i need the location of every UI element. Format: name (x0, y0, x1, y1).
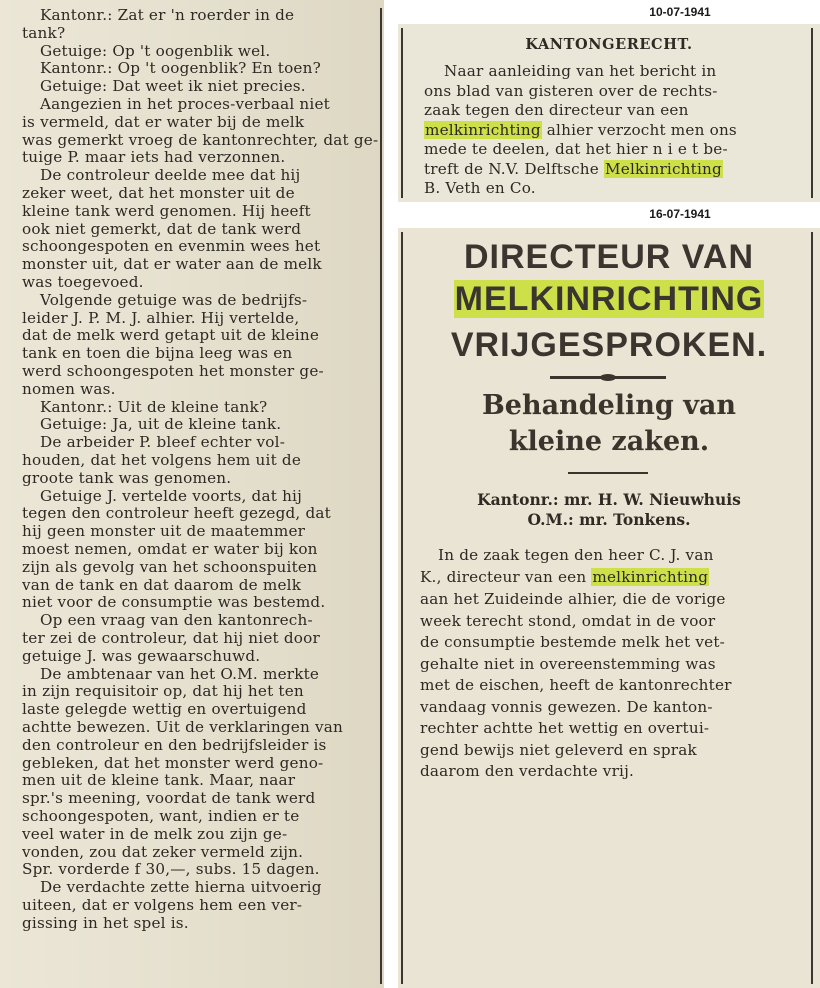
text-line: De controleur deelde mee dat hij (40, 166, 301, 185)
text-line: was toegevoed. (22, 273, 144, 291)
text-line: getuige J. was gewaarschuwd. (22, 646, 261, 665)
date-label-1: 10-07-1941 (649, 5, 711, 19)
subheading-line-2: kleine zaken. (508, 426, 710, 457)
text-line (424, 82, 718, 100)
text-line: houden, dat het volgens hem uit de (22, 451, 302, 469)
body-text: K., directeur van een (420, 568, 592, 586)
left-clipping (0, 0, 384, 988)
body-line: vandaag vonnis gewezen. De kanton- (420, 697, 713, 716)
body-line: met de eischen, heeft de kantonrechter (420, 676, 732, 694)
text-segment: zaak tegen den directeur van een (424, 101, 689, 119)
text-line: Getuige: Ja, uit de kleine tank. (40, 415, 282, 434)
headline-line-3: VRIJGESPROKEN. (450, 326, 768, 364)
text-line: veel water in de melk zou zijn ge- (22, 824, 288, 843)
byline-judge: Kantonr.: mr. H. W. Nieuwhuis (477, 490, 741, 509)
text-line: gissing in het spel is. (22, 913, 189, 932)
text-line: werd schoongespoten het monster ge- (22, 362, 324, 380)
body-line: de consumptie bestemde melk het vet- (420, 633, 725, 651)
clipping-directeur-vrijgesproken (398, 228, 820, 988)
text-line (424, 179, 536, 197)
byline-prosecutor: O.M.: mr. Tonkens. (527, 510, 691, 529)
text-line: De ambtenaar van het O.M. merkte (40, 664, 320, 683)
body-line: aan het Zuideinde alhier, die de vorige (420, 590, 726, 608)
highlight-melkinrichting: melkinrichting (592, 568, 709, 586)
text-line: zeker weet, dat het monster uit de (22, 184, 295, 202)
column-rule-left (401, 28, 403, 198)
text-line: ter zei de controleur, dat hij niet door (22, 629, 320, 647)
text-line (424, 121, 737, 139)
column-rule-right (811, 28, 813, 198)
date-label-2: 16-07-1941 (649, 207, 711, 221)
headline-line-2 (398, 280, 820, 319)
body-line-highlight (420, 568, 709, 586)
text-line: tank? (22, 23, 66, 42)
body-line: week terecht stond, omdat in de voor (420, 611, 716, 630)
text-line: groote tank was genomen. (22, 468, 232, 487)
text-line: Getuige: Op 't oogenblik wel. (40, 41, 271, 60)
text-line: men uit de kleine tank. Maar, naar (22, 771, 296, 790)
text-line: Volgende getuige was de bedrijfs- (40, 290, 308, 309)
subheading-line-1: Behandeling van (481, 390, 737, 421)
text-line: moest nemen, omdat er water bij kon (22, 540, 318, 558)
text-line: hij geen monster uit de maatemmer (22, 522, 306, 541)
text-line: tuige P. maar iets had verzonnen. (22, 148, 286, 167)
text-line: leider J. P. M. J. alhier. Hij vertelde, (22, 308, 300, 327)
text-line: Getuige: Dat weet ik niet precies. (40, 77, 306, 96)
text-segment: B. Veth en Co. (424, 179, 536, 197)
text-line: tank en toen die bijna leeg was en (22, 344, 293, 363)
body-line: gehalte niet in overeenstemming was (420, 654, 716, 673)
body-line: In de zaak tegen den heer C. J. van (438, 546, 714, 564)
text-line: Kantonr.: Uit de kleine tank? (40, 397, 268, 416)
text-line: was gemerkt vroeg de kantonrechter, dat ge- (22, 130, 379, 149)
headline-highlight: MELKINRICHTING (454, 280, 764, 318)
short-rule (568, 472, 648, 474)
text-line: schoongespoten, want, indien er te (22, 807, 300, 825)
text-line: Aangezien in het proces-verbaal niet (40, 95, 330, 113)
clipping-kantongerecht (398, 24, 820, 202)
text-segment: treft de N.V. Delftsche (424, 159, 604, 178)
text-line (444, 62, 716, 80)
text-line: gebleken, dat het monster werd geno- (22, 753, 324, 772)
text-segment: ons blad van gisteren over de rechts- (424, 81, 718, 100)
text-line: ook niet gemerkt, dat de tank werd (22, 219, 302, 238)
text-line: spr.'s meening, voordat de tank werd (22, 789, 316, 808)
text-line: Getuige J. vertelde voorts, dat hij (40, 486, 303, 505)
text-line: monster uit, dat er water aan de melk (22, 255, 322, 274)
text-line: Kantonr.: Op 't oogenblik? En toen? (40, 59, 321, 78)
text-line (424, 140, 728, 158)
text-line: in zijn requisitoir op, dat hij het ten (22, 682, 304, 701)
highlight-melkinrichting: melkinrichting (425, 120, 541, 139)
text-line: tegen den controleur heeft gezegd, dat (22, 504, 331, 523)
text-line (424, 101, 689, 119)
text-line: Op een vraag van den kantonrech- (40, 611, 313, 630)
text-line: nomen was. (22, 379, 116, 398)
text-line: dat de melk werd getapt uit de kleine (22, 326, 320, 345)
highlight-melkinrichting: Melkinrichting (605, 159, 722, 178)
text-line: van de tank en dat daarom de melk (22, 575, 302, 594)
article-heading: KANTONGERECHT. (525, 36, 693, 53)
text-line: den controleur en den bedrijfsleider is (22, 735, 327, 754)
text-line: zijn als gevolg van het schoonspuiten (22, 557, 318, 576)
text-line: Kantonr.: Zat er 'n roerder in de (40, 6, 295, 24)
text-line: achtte bewezen. Uit de verklaringen van (22, 718, 343, 736)
text-line: De verdachte zette hierna uitvoerig (40, 878, 322, 897)
text-line: niet voor de consumptie was bestemd. (22, 593, 326, 612)
body-line: gend bewijs niet geleverd en sprak (420, 740, 697, 759)
text-line: laste gelegde wettig en overtuigend (22, 700, 307, 719)
text-line: Spr. vorderde f 30,—, subs. 15 dagen. (22, 860, 320, 879)
text-line: vonden, zou dat zeker vermeld zijn. (22, 842, 304, 861)
text-line: De arbeider P. bleef echter vol- (40, 433, 286, 452)
body-line: rechter achtte het wettig en overtui- (420, 719, 710, 737)
ornament-rule (550, 376, 666, 379)
text-segment: mede te deelen, dat het hier n i e t be- (424, 140, 728, 158)
text-line (424, 160, 723, 178)
text-line: is vermeld, dat er water bij de melk (22, 112, 305, 131)
text-segment: Naar aanleiding van het bericht in (444, 62, 717, 80)
headline-line-1: DIRECTEUR VAN (463, 238, 755, 276)
column-rule (380, 8, 382, 984)
text-line: uiteen, dat er volgens hem een ver- (22, 896, 303, 914)
text-segment: alhier verzocht men ons (541, 120, 737, 139)
text-line: schoongespoten en evenmin wees het (22, 237, 321, 256)
body-line: daarom den verdachte vrij. (420, 762, 635, 780)
text-line: kleine tank werd genomen. Hij heeft (22, 201, 311, 220)
